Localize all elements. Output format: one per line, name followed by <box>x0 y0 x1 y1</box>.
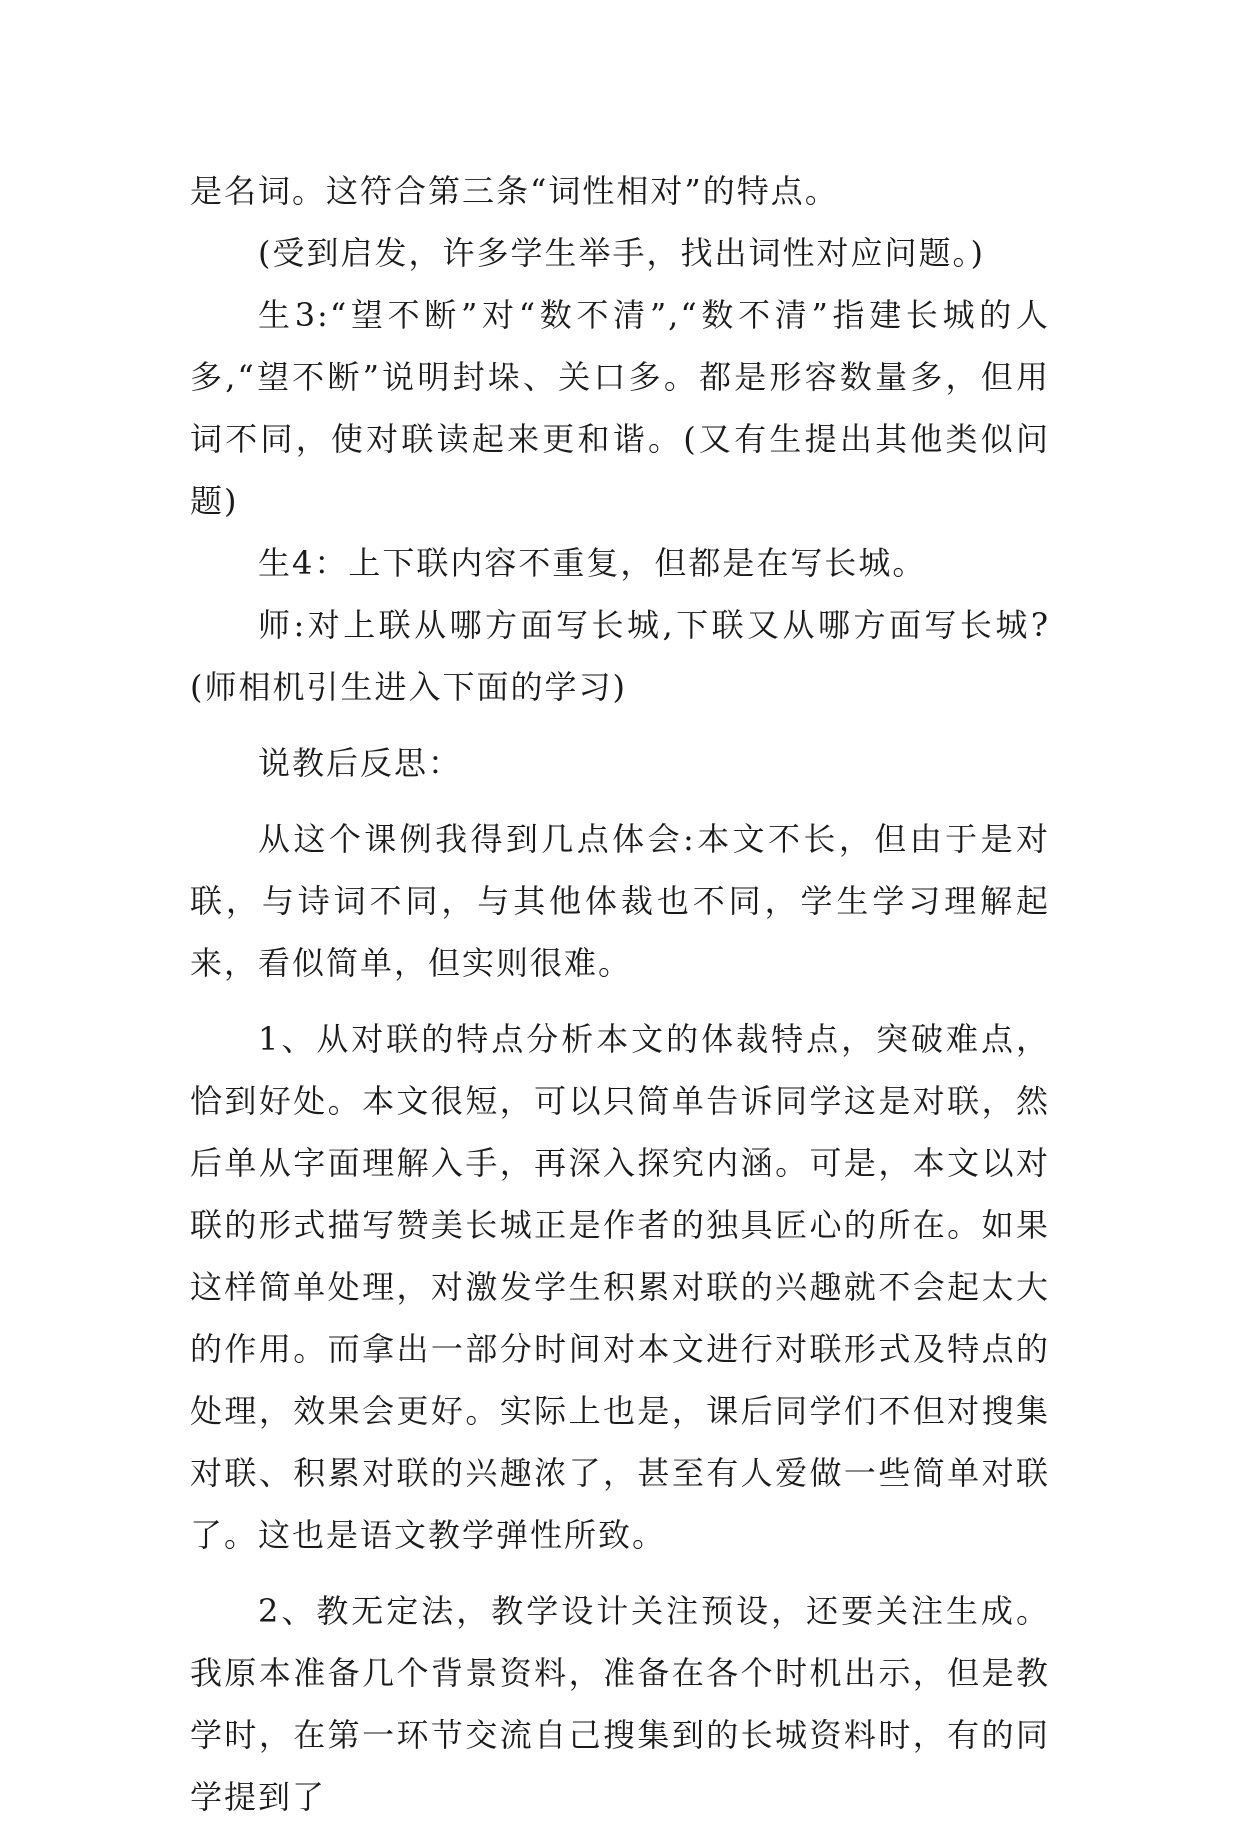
paragraph-reflection-intro: 从这个课例我得到几点体会:本文不长，但由于是对联，与诗词不同，与其他体裁也不同，学生学习理解起来，看似简单，但实则很难。 <box>190 820 1050 982</box>
paragraph-reflection-heading: 说教后反思： <box>258 744 463 782</box>
paragraph-stage-note: (受到启发，许多学生举手，找出词性对应问题。) <box>258 234 985 272</box>
paragraph-student-3: 生3:“望不断”对“数不清”,“数不清”指建长城的人多,“望不断”说明封垛、关口多。都是形容数量多，但用词不同，使对联读起来更和谐。(又有生提出其他类似问题) <box>190 296 1050 520</box>
paragraph-point-2: 2、教无定法，教学设计关注预设，还要关注生成。我原本准备几个背景资料，准备在各个时机出示，但是教学时，在第一环节交流自己搜集到的长城资料时，有的同学提到了 <box>190 1592 1050 1816</box>
paragraph-student-4: 生4：上下联内容不重复，但都是在写长城。 <box>258 544 927 582</box>
paragraph-teacher: 师:对上联从哪方面写长城,下联又从哪方面写长城?(师相机引生进入下面的学习) <box>190 606 1050 706</box>
paragraph-continuation: 是名词。这符合第三条“词性相对”的特点。 <box>190 172 839 210</box>
paragraph-point-1: 1、从对联的特点分析本文的体裁特点，突破难点，恰到好处。本文很短，可以只简单告诉同学这是对联，然后单从字面理解入手，再深入探究内涵。可是，本文以对联的形式描写赞美长城正是作者的独具匠心的所在。如果这样简单处理，对激发学生积累对联的兴趣就不会起太大的作用。而拿出一部分时间对本文进行对联形式及特点的处理，效果会更好。实际上也是，课后同学们不但对搜集对联、积累对联的兴趣浓了，甚至有人爱做一些简单对联了。这也是语文教学弹性所致。 <box>190 1020 1050 1554</box>
document-body <box>190 160 1050 1828</box>
